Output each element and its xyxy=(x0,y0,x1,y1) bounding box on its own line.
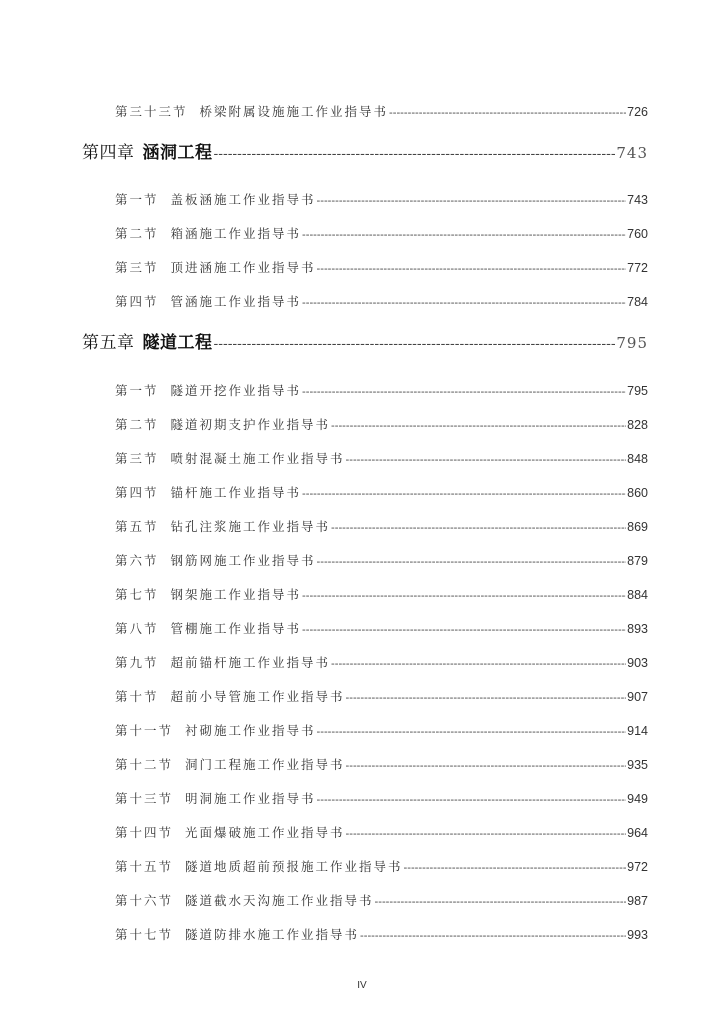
toc-entry-title: 超前小导管施工作业指导书 xyxy=(170,689,345,704)
toc-entry-number: 第七节 xyxy=(115,587,159,602)
toc-entry-number: 第三节 xyxy=(115,260,159,275)
toc-section-entry[interactable] xyxy=(115,551,648,569)
toc-entry-page-number: 879 xyxy=(627,554,648,568)
toc-entry-title: 超前锚杆施工作业指导书 xyxy=(170,655,331,670)
toc-entry-number: 第三节 xyxy=(115,451,159,466)
toc-chapter-entry[interactable] xyxy=(82,328,648,353)
dot-leader xyxy=(389,106,626,119)
toc-section-entry[interactable] xyxy=(115,292,648,310)
toc-entry-title: 钻孔注浆施工作业指导书 xyxy=(170,519,331,534)
toc-entry-title: 隧道地质超前预报施工作业指导书 xyxy=(185,859,403,874)
toc-section-entry[interactable] xyxy=(115,483,648,501)
dot-leader xyxy=(346,453,627,466)
toc-entry-page-number: 893 xyxy=(627,622,648,636)
dot-leader xyxy=(331,657,626,670)
toc-entry-number: 第九节 xyxy=(115,655,159,670)
toc-entry-title: 洞门工程施工作业指导书 xyxy=(185,757,345,772)
dot-leader xyxy=(346,759,627,772)
toc-entry-page-number: 860 xyxy=(627,486,648,500)
toc-entry-title: 顶进涵施工作业指导书 xyxy=(170,260,316,275)
dot-leader xyxy=(302,385,626,398)
dot-leader xyxy=(214,336,616,352)
dot-leader xyxy=(302,623,626,636)
toc-entry-title: 管棚施工作业指导书 xyxy=(170,621,302,636)
toc-section-entry[interactable] xyxy=(115,102,648,120)
toc-section-entry[interactable] xyxy=(115,190,648,208)
toc-section-entry[interactable] xyxy=(115,721,648,739)
toc-entry-number: 第五章 xyxy=(82,333,135,353)
toc-entry-title: 隧道截水天沟施工作业指导书 xyxy=(185,893,374,908)
toc-entry-title: 隧道开挖作业指导书 xyxy=(170,383,302,398)
toc-entry-title: 衬砌施工作业指导书 xyxy=(185,723,316,738)
dot-leader xyxy=(302,589,626,602)
dot-leader xyxy=(302,296,626,309)
toc-entry-page-number: 743 xyxy=(616,144,648,162)
toc-section-entry[interactable] xyxy=(115,925,648,943)
toc-entry-number: 第四章 xyxy=(82,143,135,163)
dot-leader xyxy=(317,262,627,275)
toc-section-entry[interactable] xyxy=(115,517,648,535)
toc-entry-title: 隧道防排水施工作业指导书 xyxy=(185,927,360,942)
dot-leader xyxy=(317,194,627,207)
toc-entry-number: 第三十三节 xyxy=(115,104,188,119)
toc-section-entry[interactable] xyxy=(115,258,648,276)
toc-entry-number: 第十四节 xyxy=(115,825,174,840)
toc-entry-page-number: 884 xyxy=(627,588,648,602)
toc-entry-number: 第六节 xyxy=(115,553,159,568)
dot-leader xyxy=(331,419,626,432)
toc-entry-number: 第四节 xyxy=(115,485,159,500)
toc-entry-page-number: 972 xyxy=(627,860,648,874)
toc-entry-page-number: 987 xyxy=(627,894,648,908)
toc-entry-title: 桥梁附属设施施工作业指导书 xyxy=(199,104,389,119)
toc-entry-number: 第二节 xyxy=(115,417,159,432)
dot-leader xyxy=(360,929,626,942)
toc-entry-page-number: 784 xyxy=(627,295,648,309)
toc-entry-page-number: 869 xyxy=(627,520,648,534)
toc-entry-title: 钢筋网施工作业指导书 xyxy=(170,553,316,568)
toc-entry-title: 光面爆破施工作业指导书 xyxy=(185,825,345,840)
toc-entry-page-number: 935 xyxy=(627,758,648,772)
toc-section-entry[interactable] xyxy=(115,585,648,603)
toc-entry-page-number: 726 xyxy=(627,105,648,119)
toc-entry-number: 第十五节 xyxy=(115,859,174,874)
dot-leader xyxy=(214,146,616,162)
toc-section-entry[interactable] xyxy=(115,381,648,399)
toc-entry-title: 钢架施工作业指导书 xyxy=(170,587,302,602)
toc-entry-number: 第十二节 xyxy=(115,757,174,772)
dot-leader xyxy=(404,861,627,874)
toc-section-entry[interactable] xyxy=(115,449,648,467)
toc-entry-number: 第十六节 xyxy=(115,893,174,908)
toc-section-entry[interactable] xyxy=(115,891,648,909)
toc-entry-page-number: 743 xyxy=(627,193,648,207)
dot-leader xyxy=(317,725,627,738)
toc-section-entry[interactable] xyxy=(115,224,648,242)
toc-chapter-entry[interactable] xyxy=(82,138,648,163)
toc-entry-page-number: 795 xyxy=(616,334,648,352)
toc-entry-title: 隧道工程 xyxy=(142,333,213,353)
toc-entry-page-number: 949 xyxy=(627,792,648,806)
toc-entry-title: 盖板涵施工作业指导书 xyxy=(170,192,316,207)
dot-leader xyxy=(331,521,626,534)
toc-entry-page-number: 772 xyxy=(627,261,648,275)
toc-entry-page-number: 848 xyxy=(627,452,648,466)
toc-entry-number: 第十三节 xyxy=(115,791,174,806)
toc-entry-page-number: 907 xyxy=(627,690,648,704)
toc-entry-number: 第八节 xyxy=(115,621,159,636)
toc-entry-page-number: 760 xyxy=(627,227,648,241)
toc-section-entry[interactable] xyxy=(115,619,648,637)
toc-entry-page-number: 964 xyxy=(627,826,648,840)
toc-section-entry[interactable] xyxy=(115,789,648,807)
toc-section-entry[interactable] xyxy=(115,415,648,433)
toc-entry-title: 隧道初期支护作业指导书 xyxy=(170,417,331,432)
dot-leader xyxy=(302,228,626,241)
toc-entry-number: 第二节 xyxy=(115,226,159,241)
page-number-footer: IV xyxy=(357,980,367,991)
dot-leader xyxy=(346,827,627,840)
toc-entry-page-number: 903 xyxy=(627,656,648,670)
toc-entry-title: 管涵施工作业指导书 xyxy=(170,294,302,309)
dot-leader xyxy=(302,487,626,500)
toc-entry-number: 第四节 xyxy=(115,294,159,309)
toc-entry-title: 涵洞工程 xyxy=(142,143,213,163)
toc-entry-page-number: 828 xyxy=(627,418,648,432)
toc-entry-number: 第一节 xyxy=(115,192,159,207)
dot-leader xyxy=(317,793,627,806)
toc-entry-page-number: 914 xyxy=(627,724,648,738)
toc-section-entry[interactable] xyxy=(115,755,648,773)
toc-entry-title: 箱涵施工作业指导书 xyxy=(170,226,302,241)
toc-entry-title: 明洞施工作业指导书 xyxy=(185,791,316,806)
dot-leader xyxy=(346,691,627,704)
toc-entry-number: 第五节 xyxy=(115,519,159,534)
toc-entry-page-number: 993 xyxy=(627,928,648,942)
toc-entry-number: 第一节 xyxy=(115,383,159,398)
toc-section-entry[interactable] xyxy=(115,687,648,705)
toc-section-entry[interactable] xyxy=(115,823,648,841)
toc-entry-number: 第十节 xyxy=(115,689,159,704)
toc-section-entry[interactable] xyxy=(115,653,648,671)
toc-section-entry[interactable] xyxy=(115,857,648,875)
toc-entry-title: 锚杆施工作业指导书 xyxy=(170,485,302,500)
toc-entry-page-number: 795 xyxy=(627,384,648,398)
dot-leader xyxy=(375,895,627,908)
dot-leader xyxy=(317,555,627,568)
toc-entry-title: 喷射混凝土施工作业指导书 xyxy=(170,451,345,466)
toc-entry-number: 第十一节 xyxy=(115,723,174,738)
toc-entry-number: 第十七节 xyxy=(115,927,174,942)
